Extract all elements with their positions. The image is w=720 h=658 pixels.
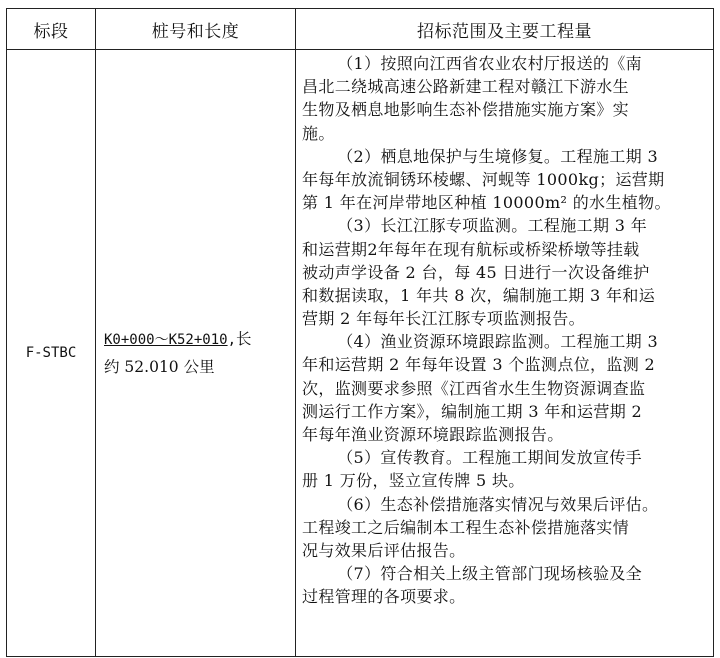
scope-line: 过程管理的各项要求。 <box>302 587 466 607</box>
scope-line: 营期 2 年每年长江江豚专项监测报告。 <box>302 309 586 329</box>
scope-line: （2）栖息地保护与生境修复。工程施工期 3 <box>337 146 658 166</box>
bid-scope-table <box>6 8 714 657</box>
header-scope: 招标范围及主要工程量 <box>296 9 714 50</box>
section-cell: F-STBC <box>7 50 96 657</box>
scope-line: （4）渔业资源环境跟踪监测。工程施工期 3 <box>337 332 658 352</box>
pile-separator: , <box>227 331 237 348</box>
scope-line: 工程竣工之后编制本工程生态补偿措施落实情 <box>302 517 630 537</box>
scope-line: 和运营期2年每年在现有航标或桥梁桥墩等挂载 <box>302 239 640 259</box>
pile-line-2: 约 52.010 公里 <box>104 357 215 376</box>
scope-line: 测运行工作方案》，编制施工期 3 年和运营期 2 <box>302 401 643 421</box>
scope-line: （5）宣传教育。工程施工期间发放宣传手 <box>337 448 643 468</box>
scope-line: 第 1 年在河岸带地区种植 10000m² 的水生植物。 <box>302 193 671 213</box>
scope-line: （1）按照向江西省农业农村厅报送的《南 <box>337 54 643 73</box>
scope-line: 年和运营期 2 年每年设置 3 个监测点位，监测 2 <box>302 355 656 375</box>
scope-line: 和数据读取，1 年共 8 次，编制施工期 3 年和运 <box>302 285 656 305</box>
header-section: 标段 <box>7 9 96 50</box>
pile-range: K0+000～K52+010 <box>104 331 228 348</box>
scope-line: 被动声学设备 2 台，每 45 日进行一次设备维护 <box>302 262 650 282</box>
scope-line: 册 1 万份，竖立宣传牌 5 块。 <box>302 471 525 491</box>
scope-line: （7）符合相关上级主管部门现场核验及全 <box>337 564 643 584</box>
scope-line: （3）长江江豚专项监测。工程施工期 3 年 <box>337 216 648 236</box>
header-pile-and-length: 桩号和长度 <box>96 9 296 50</box>
pile-cell <box>96 50 296 657</box>
scope-line: 年每年渔业资源环境跟踪监测报告。 <box>302 425 564 444</box>
scope-cell <box>296 50 714 657</box>
pile-line-1 <box>104 326 289 354</box>
scope-line: 施。 <box>302 123 335 143</box>
scope-line: 昌北二绕城高速公路新建工程对赣江下游水生 <box>302 77 630 97</box>
header-row <box>7 9 714 50</box>
scope-line: 次，监测要求参照《江西省水生生物资源调查监 <box>302 378 646 398</box>
pile-length-prefix: 长 <box>236 329 252 348</box>
table-row <box>7 50 714 657</box>
scope-text <box>302 52 707 609</box>
scope-line: 生物及栖息地影响生态补偿措施实施方案》实 <box>302 100 630 120</box>
scope-line: 年每年放流铜锈环棱螺、河蚬等 1000kg；运营期 <box>302 169 665 189</box>
scope-line: 况与效果后评估报告。 <box>302 540 466 560</box>
scope-line: （6）生态补偿措施落实情况与效果后评估。 <box>337 494 659 514</box>
